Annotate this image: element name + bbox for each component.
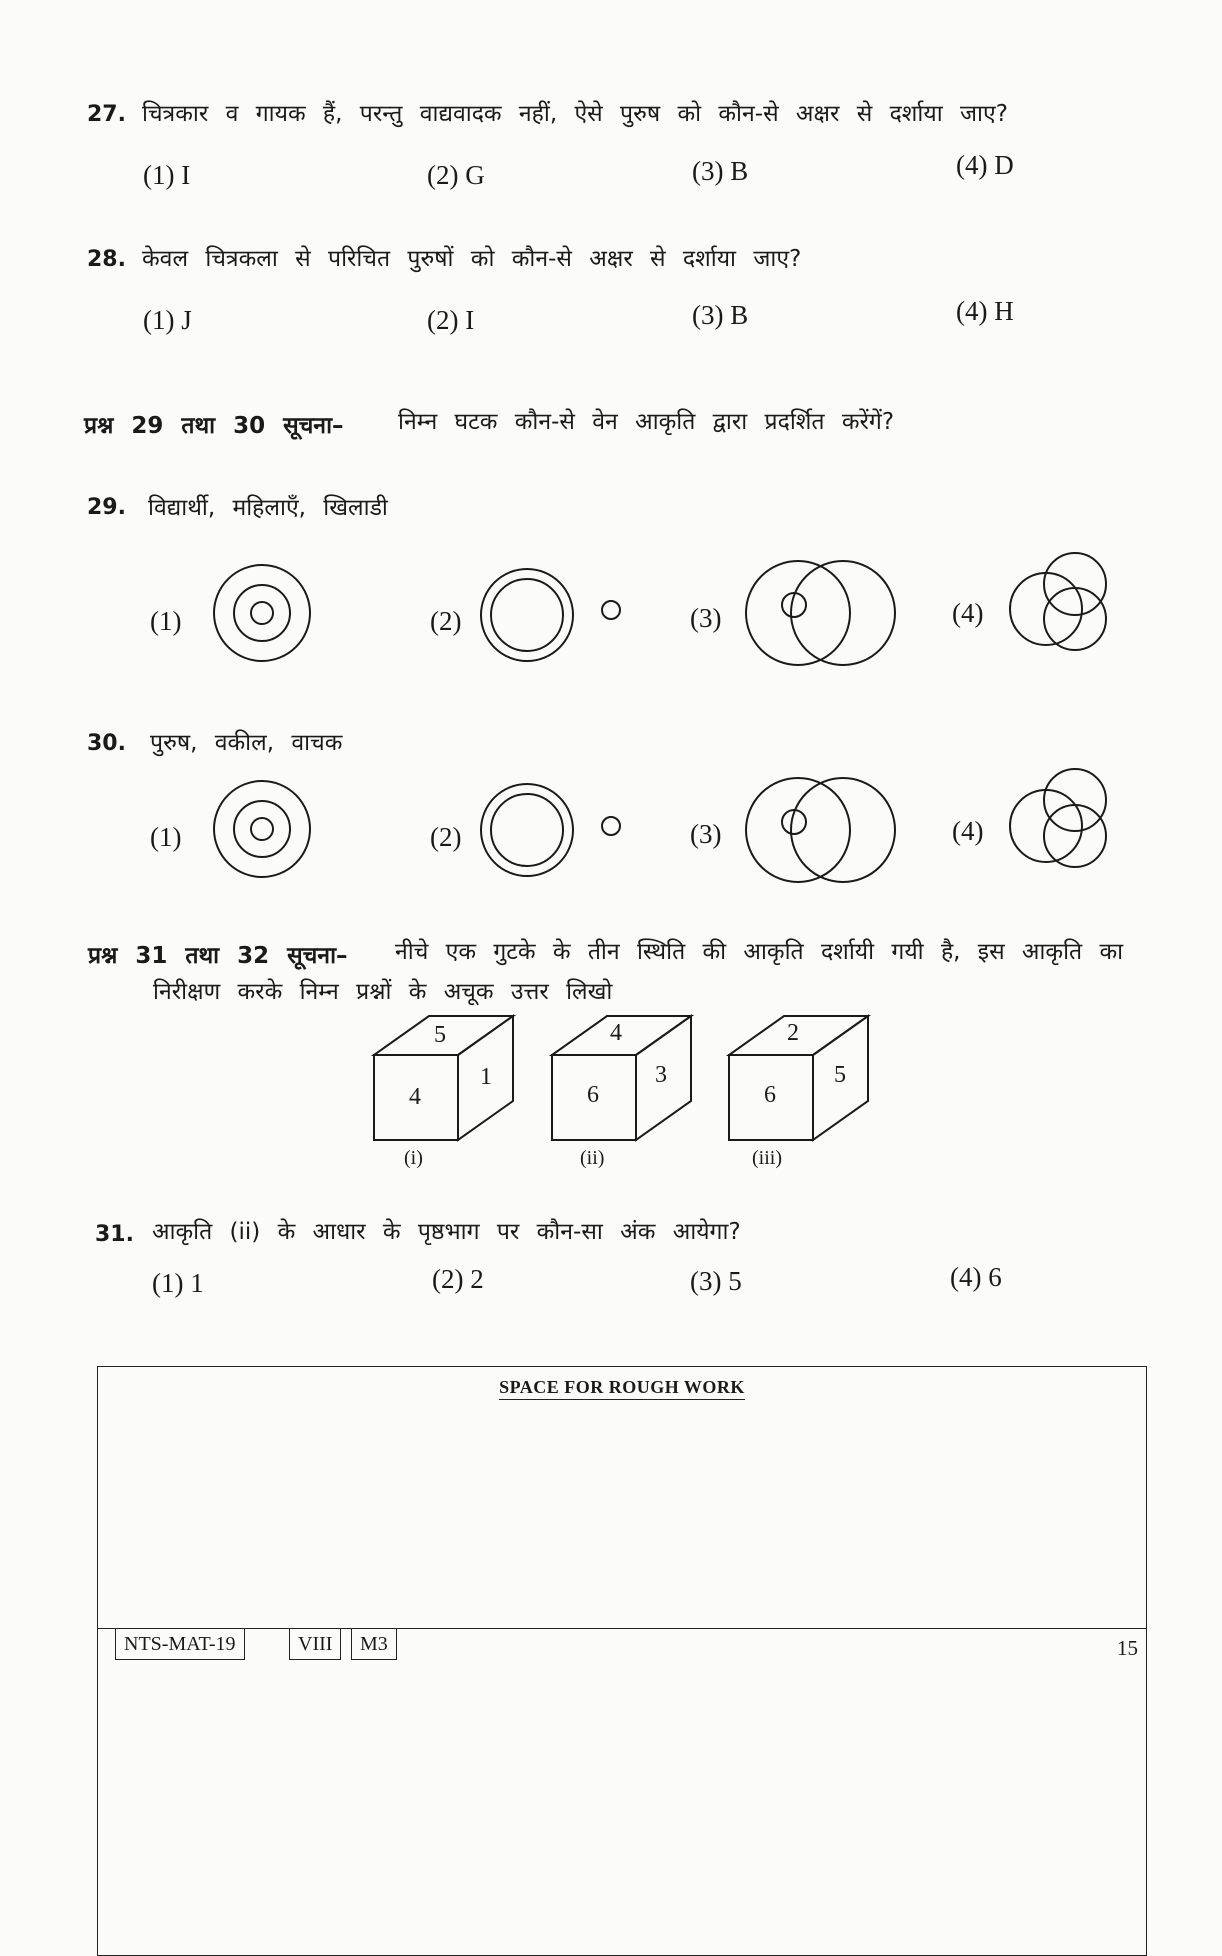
- cube-ii-caption: (ii): [580, 1147, 605, 1169]
- page-number: 15: [1117, 1636, 1138, 1660]
- cube-i-side-face: 1: [480, 1064, 492, 1090]
- cube-i-caption: (i): [404, 1147, 423, 1169]
- cube-ii-top-face: 4: [610, 1020, 622, 1046]
- instruction-31-32-label: प्रश्न 31 तथा 32 सूचना–: [88, 943, 348, 969]
- footer-divider: [97, 1628, 1147, 1629]
- q27-text: चित्रकार व गायक हैं, परन्तु वाद्यवादक नहीं, ऐसे पुरुष को कौन-से अक्षर से दर्शाया जाए?: [142, 101, 1008, 127]
- footer-code-set: M3: [351, 1628, 397, 1660]
- cube-ii-side-face: 3: [655, 1062, 667, 1088]
- q28-option-1: (1) J: [143, 305, 192, 335]
- q30-option-2-label: (2): [430, 822, 462, 852]
- q30-option-4-label: (4): [952, 816, 984, 846]
- q30-option-1-label: (1): [150, 822, 182, 852]
- q28-number: 28.: [87, 247, 126, 272]
- cube-iii-caption: (iii): [752, 1147, 782, 1169]
- instruction-29-30-text: निम्न घटक कौन-से वेन आकृति द्वारा प्रदर्शित करेंगें?: [398, 409, 895, 435]
- q27-option-3: (3) B: [692, 156, 749, 186]
- rough-work-title: SPACE FOR ROUGH WORK: [499, 1377, 745, 1400]
- instruction-31-32-text-line2: निरीक्षण करके निम्न प्रश्नों के अचूक उत्तर लिखो: [153, 979, 613, 1005]
- q31-option-1: (1) 1: [152, 1268, 204, 1298]
- q29-option-1-label: (1): [150, 606, 182, 636]
- q29-option-2-label: (2): [430, 606, 462, 636]
- q29-text: विद्यार्थी, महिलाएँ, खिलाडी: [148, 495, 388, 521]
- cube-iii-side-face: 5: [834, 1062, 846, 1088]
- q28-text: केवल चित्रकला से परिचित पुरुषों को कौन-से अक्षर से दर्शाया जाए?: [142, 246, 802, 272]
- q30-option-3-label: (3): [690, 819, 722, 849]
- q31-text: आकृति (ii) के आधार के पृष्ठभाग पर कौन-सा अंक आयेगा?: [152, 1219, 741, 1245]
- q28-option-2: (2) I: [427, 305, 475, 335]
- cube-iii-front-face: 6: [764, 1082, 776, 1108]
- cube-iii-top-face: 2: [787, 1020, 799, 1046]
- rough-work-box: [97, 1366, 1147, 1956]
- q30-text: पुरुष, वकील, वाचक: [150, 730, 343, 756]
- q28-option-3: (3) B: [692, 300, 749, 330]
- cube-i-top-face: 5: [434, 1022, 446, 1048]
- q31-option-3: (3) 5: [690, 1266, 742, 1296]
- q30-number: 30.: [87, 731, 126, 756]
- q28-option-4: (4) H: [956, 296, 1014, 326]
- instruction-29-30-label: प्रश्न 29 तथा 30 सूचना–: [84, 413, 344, 439]
- q31-number: 31.: [95, 1222, 134, 1247]
- footer-code-class: VIII: [289, 1628, 341, 1660]
- q27-option-4: (4) D: [956, 150, 1014, 180]
- q29-option-4-label: (4): [952, 598, 984, 628]
- q27-number: 27.: [87, 102, 126, 127]
- cube-ii-front-face: 6: [587, 1082, 599, 1108]
- q29-number: 29.: [87, 495, 126, 520]
- q27-option-1: (1) I: [143, 160, 191, 190]
- q29-option-3-label: (3): [690, 603, 722, 633]
- q27-option-2: (2) G: [427, 160, 485, 190]
- q31-option-4: (4) 6: [950, 1262, 1002, 1292]
- cube-i-front-face: 4: [409, 1084, 421, 1110]
- footer-code-exam: NTS-MAT-19: [115, 1628, 245, 1660]
- q31-option-2: (2) 2: [432, 1264, 484, 1294]
- instruction-31-32-text-line1: नीचे एक गुटके के तीन स्थिति की आकृति दर्शायी गयी है, इस आकृति का: [395, 939, 1124, 965]
